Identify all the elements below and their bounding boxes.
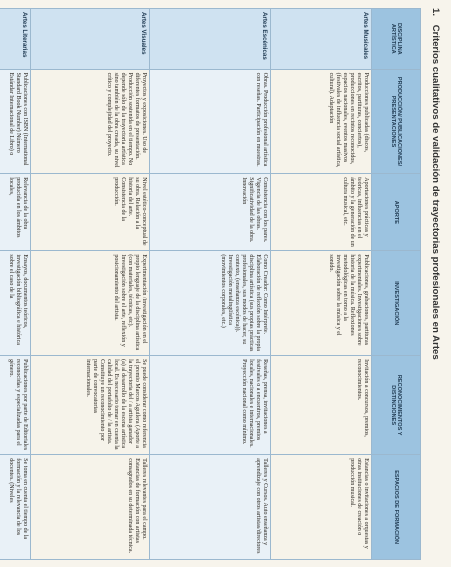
- table-row: [31, 9, 150, 560]
- production-cell: Producciones publicadas (discos, escritos, partituras, conciertos), producciones en recintos reconocidos, espacios nacionales, eventos masivos (festivales de influencia social artística, cultural). Adaptación: [271, 69, 372, 174]
- recognition-cell: Publicaciones por parte de Editoriales reconocidas y especializadas para el género.: [0, 356, 31, 455]
- research-cell: Como Creador: Como Intérprete. Elaboración de reflexión sobre la propia disciplina artística (sus propias prácticas profesionales, sus modos de hacer, su contexto, (enseñanza escénica)). Investigación metalingüística (movimientos corporales, etc.): [150, 251, 271, 356]
- research-cell: Experimentación /investigación en el propio lenguaje de la disciplina artística (con materiales, técnicas, etc). Investigación sobre el arte, reflexión y posicionamiento del artista.: [31, 251, 150, 356]
- header-production: PRODUCCIÓN/ PUBLICACIONES/ PRESENTACIONES: [372, 69, 421, 174]
- page-title: [430, 8, 441, 558]
- header-row: [372, 9, 421, 560]
- contribution-cell: Relevancia de la obra producida en los ámbitos locales,: [0, 174, 31, 251]
- header-research: INVESTIGACIÓN: [372, 251, 421, 356]
- table-row: [150, 9, 271, 560]
- recognition-cell: Reseñas, prensa, invitaciones a festivales o a encuentros, premios locales, nacionales e internacionales. Proyección nacional como mínimo.: [150, 356, 271, 455]
- header-contribution: APORTE: [372, 174, 421, 251]
- discipline-cell: Artes Literarias: [0, 9, 31, 70]
- training-cell: Estancias o invitaciones a orquestas y otras instituciones de creación o producción musical.: [271, 455, 372, 560]
- training-cell: Se toma en cuenta el tiempo de la formación y la relevancia de los docentes. (Niveles: [0, 455, 31, 560]
- recognition-cell: Invitación a concursos, premios, reconocimientos.: [271, 356, 372, 455]
- training-cell: Talleres relevantes para el campo. Estancias de formación con artistas consagrados en su determinada técnica.: [31, 455, 150, 560]
- header-recognition: RECONOCIMIENTOS Y DISTINCIONES: [372, 356, 421, 455]
- discipline-cell: Artes Musicales: [271, 9, 372, 70]
- production-cell: Proyectos y exposiciones. Uso de diferentes formatos de presentación. Producción sostenida en el tiempo. No depende sólo de la trayectoria artística sino también de la obra creada, su nivel crítico y complejidad del proyecto.: [31, 69, 150, 174]
- contribution-cell: Consistencia con los pares. Vigencia de las obras. Significatividad de la obra. Innovación: [150, 174, 271, 251]
- recognition-cell: Se puede considerar como referencia el premio Marcos Aguilera (Aporte a la trayectoria del / a artista ganador (a) al desarrollo de la escena artística local. Es necesario tomar en cuenta la calidad del portafolio de / la artista. Constituye un reconocimiento por parte de convocatorias internacionales.: [31, 356, 150, 455]
- training-cell: Talleres y Cursos. Auto enseñanza y aprendizaje con otros artistas/directores: [150, 455, 271, 560]
- criteria-table: [0, 8, 421, 560]
- header-discipline: DISCIPLINA ARTÍSTICA: [372, 9, 421, 70]
- table-row: [0, 9, 31, 560]
- production-cell: Obras. Producción profesional artística con reseñas. Participación en muestras.: [150, 69, 271, 174]
- discipline-cell: Artes Visuales: [31, 9, 150, 70]
- discipline-cell: Artes Escénicas: [150, 9, 271, 70]
- contribution-cell: Nivel estético-conceptual de su obra. Relación a la historia del arte. Consistencia de la producción.: [31, 174, 150, 251]
- production-cell: Publicaciones con ISBN (International Standard Book Number) Número Estándar Internacional de Libro) o: [0, 69, 31, 174]
- table-row: [271, 9, 372, 560]
- title-number: 1.: [430, 8, 441, 17]
- title-text: Criterios cualitativos de validación de trayectorias profesionales en Artes: [430, 24, 441, 360]
- research-cell: Ensayos, documentos teóricos, investigación bibliográfica e histórica sobre el caso de la: [0, 251, 31, 356]
- research-cell: Publicaciones, grabaciones, partituras experimentales. Investigaciones sobre historia de la música. Reflexiones metodológicas en torno a la investigación sobre la música y el sonido.: [271, 251, 372, 356]
- header-training: ESPACIOS DE FORMACIÓN: [372, 455, 421, 560]
- contribution-cell: Aportaciones prácticas y teóricas, influencias en el ámbito y la generación de un cultura musical, etc.: [271, 174, 372, 251]
